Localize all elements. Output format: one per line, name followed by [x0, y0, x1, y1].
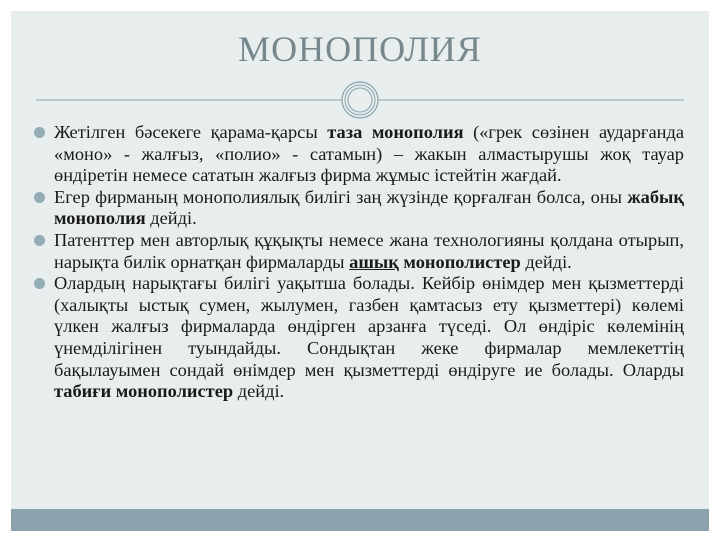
title-divider-ornament [0, 80, 720, 120]
bullet-text: Патенттер мен авторлық құқықты немесе жана технологияны қолдана отырып, нарықта билік орнатқан фирмаларды [54, 229, 684, 272]
bullet-item [34, 122, 684, 187]
bullet-text: дейді. [233, 381, 285, 402]
bottom-bar [11, 509, 709, 531]
bullet-item [34, 273, 684, 403]
bullet-text: Жетілген бәсекеге қарама-қарсы [54, 122, 328, 142]
bullet-item [34, 187, 684, 230]
bullet-bold-term: таза монополия [327, 122, 464, 142]
bullet-text: дейді. [520, 251, 572, 272]
bullet-text: Олардың нарықтағы билігі уақытша болады. Кейбір өнімдер мен қызметтерді (халықты ыстық сумен, жылумен, газбен қамтасыз ету қызметтері) көлемі үлкен жалғыз фирмаларда өндірген арзанға түседі. Ол өндіріс көлемінің үнемділігінен туындайды. Сондықтан жеке фирмалар мемлекеттің бақылауымен сондай өнімдер мен қызметтерді өндіруге ие болады. Оларды [54, 273, 684, 380]
bullet-item [34, 230, 684, 273]
bullet-bold-term: монополистер [398, 251, 521, 272]
bullet-dot-icon [34, 235, 45, 246]
bullet-bold-term: жабық монополия [54, 186, 684, 229]
bullet-bold-term: табиғи монополистер [54, 381, 234, 402]
bullet-bold-underlined-term: ашық [349, 251, 399, 272]
bullet-dot-icon [34, 192, 45, 203]
bullet-text: («грек сөзінен аударғанда «моно» - жалғыз, «полио» - сатамын) – жакын алмастырушы жоқ тауар өндіретін немесе сататын жалғыз фирма жұмыс істейтін жағдай. [54, 122, 684, 186]
slide-title: МОНОПОЛИЯ [238, 29, 482, 69]
bullet-list [34, 122, 684, 403]
bullet-dot-icon [34, 278, 45, 289]
bullet-dot-icon [34, 127, 45, 138]
bullet-text: Егер фирманың монополиялық билігі заң жүзінде қорғалған болса, оны [54, 186, 628, 207]
bullet-text: дейді. [145, 208, 197, 229]
